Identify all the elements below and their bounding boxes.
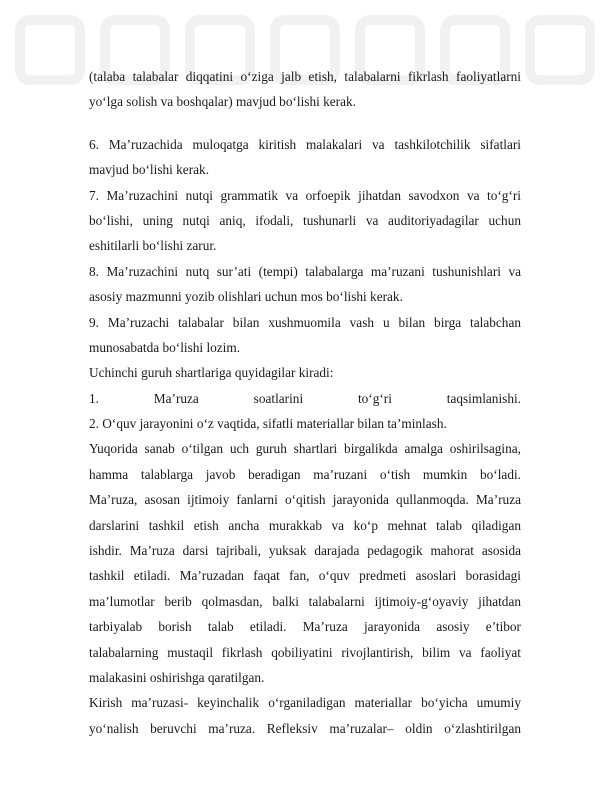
text-line: 9. Ma’ruzachi talabalar bilan xushmuomila vash u bilan birga talabchan xyxy=(89,314,521,330)
text-line: mavjud bo‘lishi kerak. xyxy=(89,162,210,178)
text-line: 2. O‘quv jarayonini o‘z vaqtida, sifatli materiallar bilan ta’minlash. xyxy=(89,416,447,432)
text-line: Uchinchi guruh shartlariga quyidagilar kiradi: xyxy=(89,365,334,381)
text-line: tashkil etiladi. Ma’ruzadan faqat fan, o‘quv predmeti asoslari borasidagi xyxy=(89,568,521,584)
text-line: malakasini oshirishga qaratilgan. xyxy=(89,669,265,685)
text-line: hamma talablarga javob beradigan ma’ruzani o‘tish mumkin bo‘ladi. xyxy=(89,466,521,482)
text-line: asosiy mazmunni yozib olishlari uchun mos bo‘lishi kerak. xyxy=(89,289,403,305)
text-line: Yuqorida sanab o‘tilgan uch guruh shartlari birgalikda amalga oshirilsagina, xyxy=(89,441,521,457)
text-line: bo‘lishi, uning nutqi aniq, ifodali, tushunarli va auditoriyadagilar uchun xyxy=(89,212,521,228)
text-line: Kirish ma’ruzasi- keyinchalik o‘rganiladigan materiallar bo‘yicha umumiy xyxy=(89,695,521,711)
text-line: 7. Ma’ruzachini nutqi grammatik va orfoepik jihatdan savodxon va to‘g‘ri xyxy=(89,187,521,203)
paragraph-gap xyxy=(89,115,521,132)
text-line: ishdir. Ma’ruza darsi tajribali, yuksak darajada pedagogik mahorat asosida xyxy=(89,543,521,559)
document-page xyxy=(89,64,521,741)
text-line: yo‘nalish beruvchi ma’ruza. Refleksiv ma’ruzalar– oldin o‘zlashtirilgan xyxy=(89,720,521,736)
text-line: 1. Ma’ruza soatlarini to‘g‘ri taqsimlanishi. xyxy=(89,390,521,406)
text-line: 8. Ma’ruzachini nutq sur’ati (tempi) talabalarga ma’ruzani tushunishlari va xyxy=(89,263,521,279)
text-line: tarbiyalab borish talab etiladi. Ma’ruza jarayonida asosiy e’tibor xyxy=(89,619,521,635)
text-line: darslarini tashkil etish ancha murakkab va ko‘p mehnat talab qiladigan xyxy=(89,517,521,533)
text-line: (talaba talabalar diqqatini o‘ziga jalb etish, talabalarni fikrlash faoliyatlarni xyxy=(89,69,521,84)
text-line: munosabatda bo‘lishi lozim. xyxy=(89,339,241,355)
text-line: eshitilarli bo‘lishi zarur. xyxy=(89,238,217,254)
text-line: Ma’ruza, asosan ijtimoiy fanlarni o‘qitish jarayonida qullanmoqda. Ma’ruza xyxy=(89,492,521,508)
text-line: ma’lumotlar berib qolmasdan, balki talabalarni ijtimoiy-g‘oyaviy jihatdan xyxy=(89,593,521,609)
text-line: 6. Ma’ruzachida muloqatga kiritish malakalari va tashkilotchilik sifatlari xyxy=(89,136,521,152)
text-line: talabalarning mustaqil fikrlash qobiliyatini rivojlantirish, bilim va faoliyat xyxy=(89,644,521,660)
text-line: yo‘lga solish va boshqalar) mavjud bo‘lishi kerak. xyxy=(89,94,356,110)
